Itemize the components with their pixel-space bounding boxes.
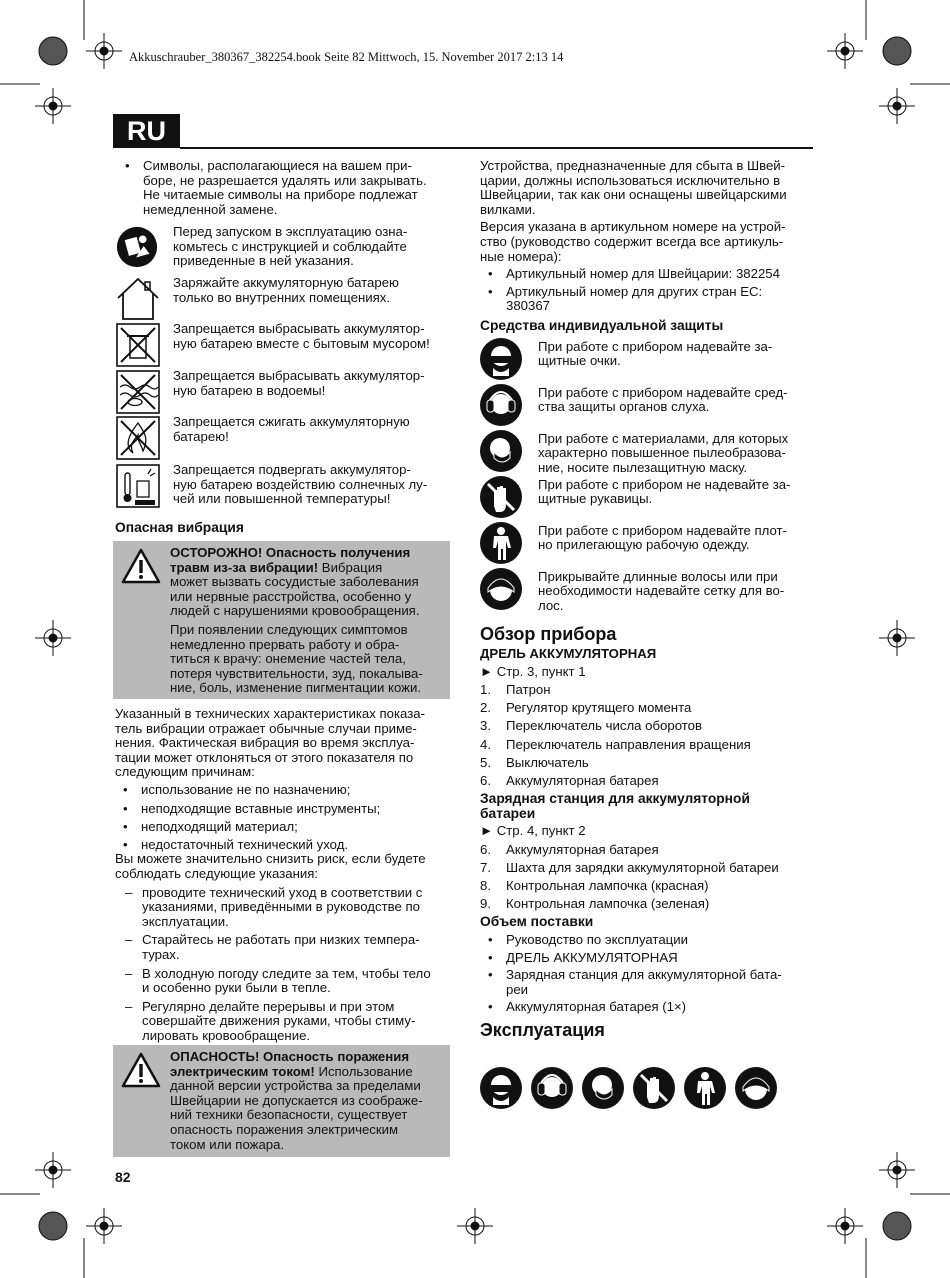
part-number: 5. [480, 754, 491, 770]
article-line: 380367 [506, 298, 551, 314]
warning-title-end: травм из-за вибрации! [170, 559, 319, 575]
file-header: Akkuschrauber_380367_382254.book Seite 82 Mittwoch, 15. November 2017 2:13 14 [129, 50, 564, 64]
tight-clothing-icon [684, 1067, 726, 1109]
warning-text-line: опасность поражения электрическим [170, 1121, 399, 1137]
part-number: 9. [480, 895, 491, 911]
part-number: 7. [480, 859, 491, 875]
paragraph-line: ные номера): [480, 248, 562, 264]
page-number: 82 [115, 1169, 131, 1185]
text-line: Перед запуском в эксплуатацию озна- [173, 224, 408, 239]
text-line: Запрещается подвергать аккумулятор- [173, 462, 411, 477]
tip-line: проводите технический уход в соответствии с [142, 884, 423, 900]
paragraph-line: Указанный в технических характеристиках показа- [115, 706, 425, 721]
symbol-text [173, 276, 458, 305]
no-household-waste-icon [115, 322, 161, 366]
overview-heading: Обзор прибора [480, 623, 617, 644]
ppe-line: щитные очки. [538, 353, 621, 369]
part-item [480, 897, 820, 912]
part-label: Переключатель направления вращения [506, 736, 751, 752]
text-line: батарею! [173, 428, 229, 444]
paragraph-line: вилками. [480, 201, 536, 217]
language-badge: RU [113, 114, 180, 148]
part-number: 4. [480, 736, 491, 752]
part-number: 6. [480, 772, 491, 788]
delivery-item: • Зарядная станция для аккумуляторной бата- реи [480, 968, 820, 997]
operation-heading: Эксплуатация [480, 1020, 605, 1040]
delivery-item: • Аккумуляторная батарея (1×) [480, 1000, 820, 1015]
part-label: Переключатель числа оборотов [506, 718, 702, 734]
hair-net-icon [480, 568, 524, 612]
dust-mask-icon [480, 430, 524, 474]
warning-title-end: электрическим током! [170, 1063, 315, 1079]
article-item: • Артикульный номер для других стран ЕС: 380367 [480, 285, 820, 314]
warning-text-line: При появлении следующих симптомов [170, 621, 408, 637]
ppe-list [480, 338, 820, 623]
tip-line: Старайтесь не работать при низких темпера- [142, 932, 420, 948]
paragraph-line: Версия указана в артикульном номере на устрой- [480, 219, 786, 235]
tip-line: лировать кровообращение. [142, 1027, 311, 1043]
reason-text: использование не по назначению; [141, 782, 351, 798]
symbol-text [173, 225, 458, 269]
warning-text-line: данной версии устройства за пределами [170, 1078, 421, 1094]
delivery-heading: Объем поставки [480, 914, 594, 930]
ppe-line: При работе с прибором надевайте сред- [538, 384, 788, 400]
part-item [480, 774, 820, 789]
part-number: 6. [480, 841, 491, 857]
delivery-item: • Руководство по эксплуатации [480, 933, 820, 948]
text-line: ную батарею в водоемы! [173, 382, 326, 398]
delivery-line: Зарядная станция для аккумуляторной бата- [506, 967, 782, 983]
ppe-line: Прикрывайте длинные волосы или при [538, 568, 778, 584]
ppe-text [538, 478, 818, 507]
article-line: Артикульный номер для Швейцарии: 382254 [506, 266, 780, 282]
part-item [480, 719, 820, 734]
tip-line: турах. [142, 946, 180, 962]
reason-item: • неподходящие вставные инструменты; [123, 800, 381, 816]
no-gloves-icon [633, 1067, 675, 1109]
warning-text-line: потеря чувствительности, зуд, покалыва- [170, 665, 423, 681]
tip-line: указаниями, приведёнными в руководстве по [142, 899, 420, 915]
part-label: Аккумуляторная батарея [506, 841, 659, 857]
tip-item: – Старайтесь не работать при низких темпера- турах. [115, 933, 455, 962]
part-number: 8. [480, 877, 491, 893]
ppe-text [538, 386, 818, 415]
tip-line: В холодную погоду следите за тем, чтобы тело [142, 965, 431, 981]
part-label: Аккумуляторная батарея [506, 772, 659, 788]
part-item [480, 701, 820, 716]
tip-line: совершайте движения руками, чтобы стиму- [142, 1013, 416, 1029]
drill-heading: ДРЕЛЬ АККУМУЛЯТОРНАЯ [480, 645, 657, 661]
no-gloves-icon [480, 476, 524, 520]
warning-text-line: может вызвать сосудистые заболевания [170, 574, 419, 590]
part-item [480, 683, 820, 698]
paragraph-line: Устройства, предназначенные для сбыта в Швей- [480, 158, 786, 173]
warning-text-line: ний техники безопасности, существует [170, 1107, 408, 1123]
ppe-text [538, 340, 818, 369]
no-heat-sun-icon [115, 463, 161, 507]
ppe-line: При работе с прибором надевайте за- [538, 338, 773, 354]
symbol-text [173, 322, 458, 351]
article-line: Артикульный номер для других стран ЕС: [506, 283, 763, 299]
warning-title-line-1: ОСТОРОЖНО! Опасность получения [170, 545, 411, 560]
ppe-line: ние, носите пылезащитную маску. [538, 459, 748, 475]
reason-text: неподходящий материал; [141, 818, 298, 834]
ear-protection-icon [480, 384, 524, 428]
paragraph-line: соблюдать следующие указания: [115, 865, 319, 881]
warning-text-line: титься к врачу: онемение частей тела, [170, 651, 406, 667]
part-number: 2. [480, 700, 491, 716]
text-line: немедленной замене. [143, 201, 278, 217]
part-label: Контрольная лампочка (зеленая) [506, 895, 710, 911]
symbols-note: • Символы, располагающиеся на вашем при- боре, не разрешается удалять или закрывать. Не читаемые символы на приборе подлежат немедленной замене. [117, 159, 453, 217]
reason-text: недостаточный технический уход. [141, 836, 349, 852]
safety-glasses-icon [480, 338, 524, 382]
text-line: Запрещается выбрасывать аккумулятор- [173, 368, 425, 383]
ppe-line: но прилегающую рабочую одежду. [538, 537, 750, 553]
warning-title-line-1: ОПАСНОСТЬ! Опасность поражения [170, 1049, 410, 1064]
text-line: боре, не разрешается удалять или закрывать. [143, 172, 427, 188]
ppe-line: При работе с материалами, для которых [538, 430, 789, 446]
part-number: 3. [480, 718, 491, 734]
warning-text-start: Использование [314, 1063, 413, 1079]
reason-item: • неподходящий материал; [123, 818, 298, 834]
drill-reference: ► Стр. 3, пункт 1 [480, 664, 586, 680]
symbol-text [173, 415, 458, 444]
no-fire-icon [115, 415, 161, 459]
operation-icons [480, 1067, 800, 1111]
warning-title-line-2 [170, 561, 448, 576]
read-manual-icon [115, 225, 161, 269]
ppe-line: щитные рукавицы. [538, 491, 653, 507]
paragraph-line: Вы можете значительно снизить риск, если будете [115, 851, 426, 867]
tight-clothing-icon [480, 522, 524, 566]
tip-line: и особенно руки были в тепле. [142, 980, 331, 996]
part-label: Патрон [506, 682, 551, 698]
heading-line: батареи [480, 805, 536, 821]
delivery-item: • ДРЕЛЬ АККУМУЛЯТОРНАЯ [480, 951, 820, 966]
hair-net-icon [735, 1067, 777, 1109]
ppe-line: ства защиты органов слуха. [538, 399, 710, 415]
left-column [117, 159, 453, 217]
tip-item: – Регулярно делайте перерывы и при этом совершайте движения руками, чтобы стиму- лировать кровообращение. [115, 1000, 455, 1044]
ppe-line: характерно повышенное пылеобразова- [538, 445, 786, 461]
right-column [480, 159, 820, 1041]
part-item [480, 756, 820, 771]
delivery-line: Руководство по эксплуатации [506, 932, 688, 948]
ppe-line: лос. [538, 597, 564, 613]
text-line: только во внутренних помещениях. [173, 289, 391, 305]
ppe-line: При работе с прибором надевайте плот- [538, 522, 787, 538]
text-line: Запрещается сжигать аккумуляторную [173, 414, 410, 429]
tip-line: Регулярно делайте перерывы и при этом [142, 998, 395, 1014]
ppe-text [538, 432, 818, 476]
tip-line: эксплуатации. [142, 913, 229, 929]
tip-item: – проводите технический уход в соответствии с указаниями, приведёнными в руководстве по эксплуатации. [115, 886, 455, 930]
warning-text-line: людей с нарушениями кровообращения. [170, 603, 420, 619]
ear-protection-icon [531, 1067, 573, 1109]
ppe-line: При работе с прибором не надевайте за- [538, 476, 791, 492]
ppe-text [538, 570, 818, 614]
part-item [480, 843, 820, 858]
paragraph-line: царии, должны использоваться исключительно в [480, 172, 781, 188]
part-label: Контрольная лампочка (красная) [506, 877, 709, 893]
delivery-line: реи [506, 981, 529, 997]
delivery-line: ДРЕЛЬ АККУМУЛЯТОРНАЯ [506, 949, 678, 965]
vibration-text [115, 707, 455, 1043]
article-item: • Артикульный номер для Швейцарии: 382254 [480, 267, 820, 282]
heading-line: Зарядная станция для аккумуляторной [480, 791, 750, 807]
ppe-text [538, 524, 818, 553]
safety-glasses-icon [480, 1067, 522, 1109]
vibration-warning-box [113, 541, 450, 699]
paragraph-line: следующим причинам: [115, 764, 255, 780]
warning-text-line: Швейцарии не допускается из соображе- [170, 1092, 423, 1108]
text-line: чей или повышенной температуры! [173, 491, 391, 507]
no-water-disposal-icon [115, 369, 161, 413]
part-item [480, 861, 820, 876]
text-line: ную батарею вместе с бытовым мусором! [173, 335, 430, 351]
paragraph-line: нения. Фактическая вибрация во время эксплуа- [115, 735, 415, 751]
warning-triangle-icon [121, 1052, 161, 1088]
tip-item: – В холодную погоду следите за тем, чтобы тело и особенно руки были в тепле. [115, 967, 455, 996]
warning-text-line: или нервные расстройства, особенно у [170, 588, 412, 604]
electric-warning-box [113, 1045, 450, 1157]
text-line: комьтесь с инструкцией и соблюдайте [173, 238, 407, 254]
text-line: Символы, располагающиеся на вашем при- [143, 158, 412, 173]
warning-text-line: немедленно прервать работу и обра- [170, 636, 400, 652]
paragraph-line: ство (руководство содержит всегда все артикуль- [480, 233, 784, 249]
warning-text-line: ние, боль, изменение пигментации кожи. [170, 680, 422, 696]
warning-triangle-icon [121, 548, 161, 584]
header-rule [180, 147, 813, 149]
text-line: Заряжайте аккумуляторную батарею [173, 275, 399, 290]
text-line: Не читаемые символы на приборе подлежат [143, 187, 418, 203]
dust-mask-icon [582, 1067, 624, 1109]
symbol-text [173, 463, 458, 507]
reason-item: • использование не по назначению; [123, 782, 351, 798]
text-line: Запрещается выбрасывать аккумулятор- [173, 321, 425, 336]
reason-text: неподходящие вставные инструменты; [141, 800, 381, 816]
paragraph-line: тель вибрации отражает обычные случаи приме- [115, 720, 417, 736]
warning-text-start: Вибрация [318, 559, 383, 575]
warning-text-line: током или пожара. [170, 1136, 285, 1152]
indoor-charge-icon [115, 276, 161, 320]
charger-heading [480, 792, 820, 821]
part-label: Выключатель [506, 754, 589, 770]
warning-title-line-2 [170, 1065, 448, 1080]
reason-item: • недостаточный технический уход. [123, 836, 349, 852]
ppe-heading: Средства индивидуальной защиты [480, 317, 724, 333]
charger-reference: ► Стр. 4, пункт 2 [480, 823, 586, 839]
paragraph-line: Швейцарии, так как они оснащены швейцарскими [480, 187, 787, 203]
part-label: Регулятор крутящего момента [506, 700, 692, 716]
part-item [480, 879, 820, 894]
paragraph-line: тации может отклоняться от этого показателя по [115, 749, 414, 765]
text-line: ную батарею воздействию солнечных лу- [173, 476, 428, 492]
text-line: приведенные в ней указания. [173, 253, 354, 269]
part-item [480, 738, 820, 753]
part-label: Шахта для зарядки аккумуляторной батареи [506, 859, 779, 875]
ppe-line: необходимости надевайте сетку для во- [538, 583, 785, 599]
vibration-heading: Опасная вибрация [115, 520, 244, 535]
delivery-line: Аккумуляторная батарея (1×) [506, 999, 687, 1015]
symbol-text [173, 369, 458, 398]
part-number: 1. [480, 682, 491, 698]
